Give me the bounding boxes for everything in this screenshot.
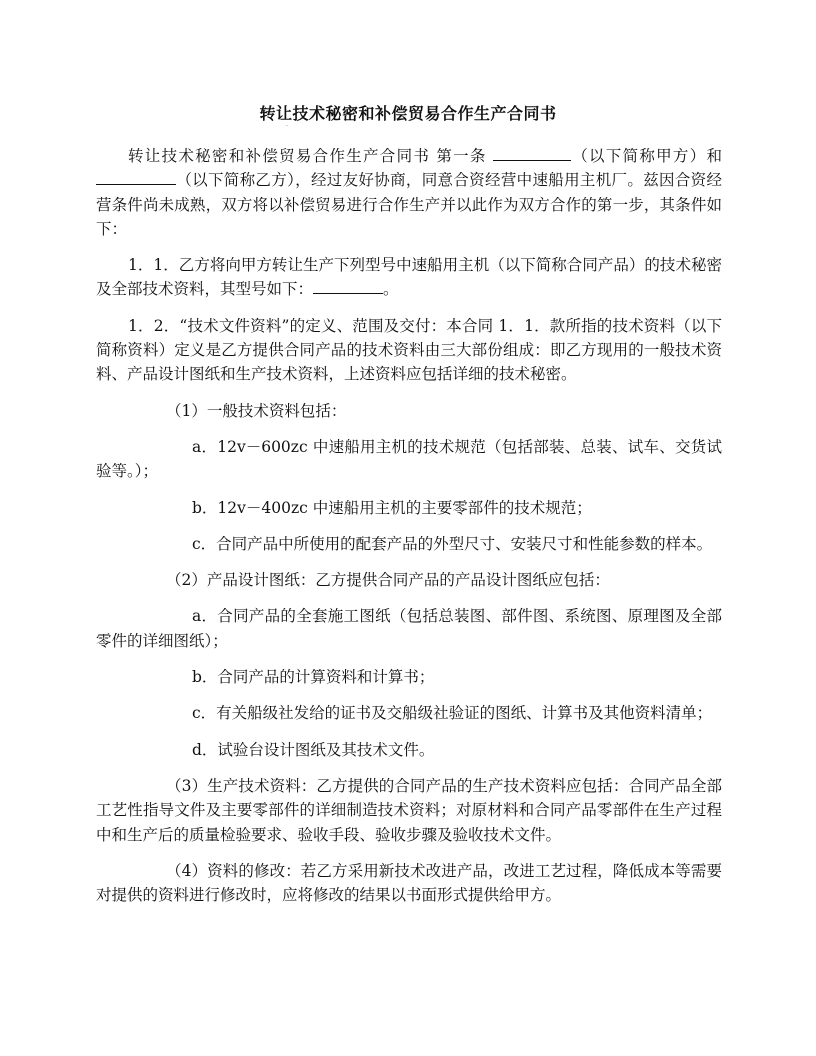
document-title: 转让技术秘密和补偿贸易合作生产合同书 (259, 104, 557, 123)
section-doc-revision: （4）资料的修改：若乙方采用新技术改进产品，改进工艺过程，降低成本等需要对提供的资料进行修改时，应将修改的结果以书面形式提供给甲方。 (96, 861, 722, 905)
intro-text-b: （以下简称甲方）和 (570, 147, 722, 165)
document-body (96, 144, 722, 919)
item-design-c: c．有关船级社发给的证书及交船级社验证的图纸、计算书及其他资料清单； (192, 704, 713, 723)
section-design-drawings: （2）产品设计图纸：乙方提供合同产品的产品设计图纸应包括： (166, 571, 610, 590)
party-b-blank (96, 169, 176, 186)
clause-1-2: 1．2．“技术文件资料”的定义、范围及交付：本合同 1．1．款所指的技术资料（以下简称资料）定义是乙方提供合同产品的技术资料由三大部份组成：即乙方现用的一般技术资料、产品设计图纸和生产技术资料，上述资料应包括详细的技术秘密。 (96, 316, 722, 384)
item-general-a: a．12v－600zc 中速船用主机的技术规范（包括部装、总装、试车、交货试验等。）； (96, 437, 722, 481)
model-blank (313, 278, 383, 295)
item-design-a: a．合同产品的全套施工图纸（包括总装图、部件图、系统图、原理图及全部零件的详细图纸）； (96, 607, 722, 650)
section-general-docs: （1）一般技术资料包括： (166, 401, 347, 420)
item-design-d: d．试验台设计图纸及其技术文件。 (192, 740, 435, 759)
stray-mark: · (286, 123, 288, 130)
item-general-b: b．12v－400zc 中速船用主机的主要零部件的技术规范； (192, 498, 592, 517)
intro-paragraph (96, 144, 722, 241)
item-design-b: b．合同产品的计算资料和计算书； (192, 668, 435, 687)
item-general-c: c．合同产品中所使用的配套产品的外型尺寸、安装尺寸和性能参数的样本。 (192, 534, 713, 553)
party-a-blank (493, 145, 571, 162)
section-production-docs: （3）生产技术资料：乙方提供的合同产品的生产技术资料应包括：合同产品全部工艺性指导文件及主要零部件的详细制造技术资料；对原材料和合同产品零部件在生产过程中和生产后的质量检验要求、验收手段、验收步骤及验收技术文件。 (96, 776, 722, 844)
clause-1-1-end: 。 (383, 280, 399, 299)
intro-text-c: （以下简称乙方），经过友好协商，同意合资经营中速船用主机厂。兹因合资经营条件尚未成熟，双方将以补偿贸易进行合作生产并以此作为双方合作的第一步，其条件如下： (96, 171, 722, 238)
clause-1-1-text: 1．1．乙方将向甲方转让生产下列型号中速船用主机（以下简称合同产品）的技术秘密及全部技术资料，其型号如下： (96, 256, 722, 299)
intro-text-a: 转让技术秘密和补偿贸易合作生产合同书 第一条 (128, 147, 493, 165)
clause-1-1 (96, 253, 722, 302)
